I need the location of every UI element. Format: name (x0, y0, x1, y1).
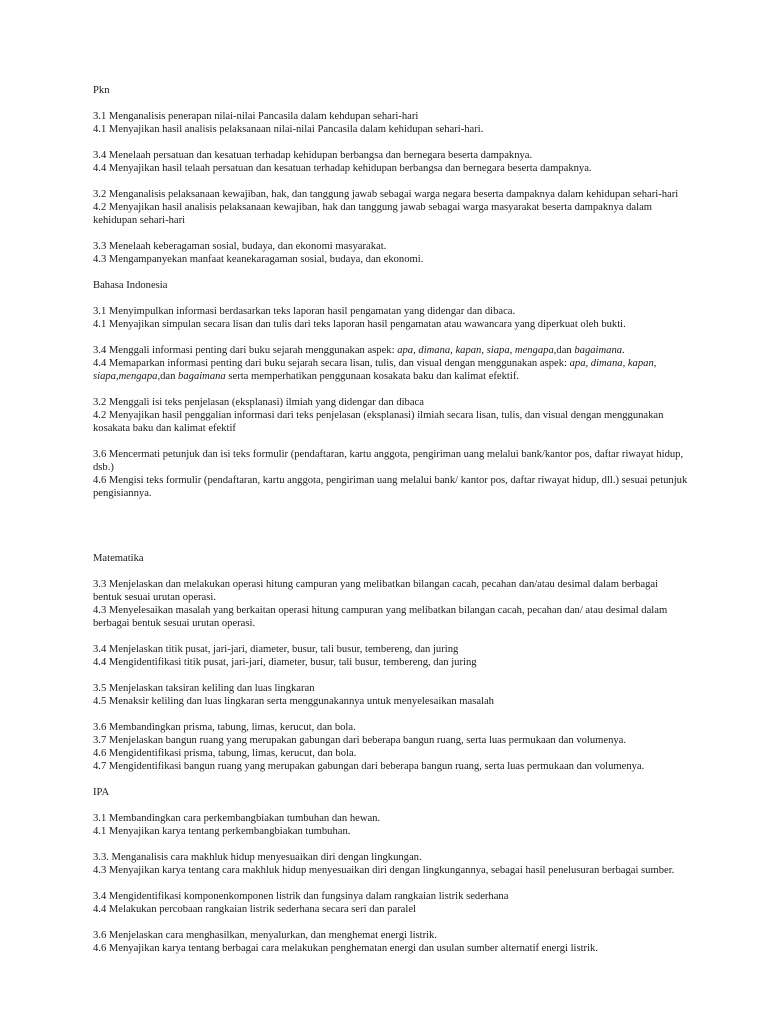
ipa-paragraph-2 (93, 851, 688, 877)
mtk-p2-line-1: 3.4 Menjelaskan titik pusat, jari-jari, diameter, busur, tali busur, tembereng, dan juring (93, 644, 459, 655)
bindo-p2-line-2 (93, 357, 688, 383)
pkn-paragraph-4 (93, 240, 688, 266)
mtk-p3-line-1: 3.5 Menjelaskan taksiran keliling dan luas lingkaran (93, 683, 315, 694)
bindo-p2-l2-italic-aspects: apa, dimana, kapan, siapa,mengapa, (93, 358, 657, 382)
ipa-p1-line-1: 3.1 Membandingkan cara perkembangbiakan tumbuhan dan hewan. (93, 813, 381, 824)
ipa-p2-line-1: 3.3. Menganalisis cara makhluk hidup menyesuaikan diri dengan lingkungan. (93, 852, 422, 863)
bindo-p2-l2-text-a: 4.4 Memaparkan informasi penting dari buku sejarah secara lisan, tulis, dan visual dengan menggunakan aspek: (93, 358, 570, 369)
mtk-p2-line-2: 4.4 Mengidentifikasi titik pusat, jari-jari, diameter, busur, tali busur, tembereng, dan juring (93, 657, 477, 668)
bindo-p1-line-1: 3.1 Menyimpulkan informasi berdasarkan teks laporan hasil pengamatan yang didengar dan dibaca. (93, 306, 516, 317)
bindo-p2-l2-text-c: dan (160, 371, 179, 382)
bindo-p2-l2-italic-bagaimana: bagaimana (178, 371, 226, 382)
bindo-paragraph-3 (93, 396, 688, 435)
mtk-p4-line-3: 4.6 Mengidentifikasi prisma, tabung, limas, kerucut, dan bola. (93, 748, 357, 759)
pkn-paragraph-2 (93, 149, 688, 175)
section-title-pkn: Pkn (93, 85, 110, 96)
pkn-p1-line-2: 4.1 Menyajikan hasil analisis pelaksanaan nilai-nilai Pancasila dalam kehidupan sehari-hari. (93, 124, 484, 135)
pkn-p3-line-1: 3.2 Menganalisis pelaksanaan kewajiban, hak, dan tanggung jawab sebagai warga negara beserta dampaknya dalam kehidupan sehari-hari (93, 189, 679, 200)
ipa-paragraph-1 (93, 812, 688, 838)
bindo-p2-l1-text-c: dan (556, 345, 575, 356)
ipa-p4-line-1: 3.6 Menjelaskan cara menghasilkan, menyalurkan, dan menghemat energi listrik. (93, 930, 437, 941)
mtk-p4-line-4: 4.7 Mengidentifikasi bangun ruang yang merupakan gabungan dari beberapa bangun ruang, serta luas permukaan dan volumenya. (93, 761, 645, 772)
bindo-p3-line-1: 3.2 Menggali isi teks penjelasan (eksplanasi) ilmiah yang didengar dan dibaca (93, 397, 424, 408)
pkn-p4-line-2: 4.3 Mengampanyekan manfaat keanekaragaman sosial, budaya, dan ekonomi. (93, 254, 424, 265)
bindo-p2-line-1 (93, 344, 688, 357)
ipa-paragraph-4 (93, 929, 688, 955)
section-title-bahasa-indonesia: Bahasa Indonesia (93, 280, 168, 291)
ipa-p1-line-2: 4.1 Menyajikan karya tentang perkembangbiakan tumbuhan. (93, 826, 351, 837)
mtk-paragraph-2 (93, 643, 688, 669)
bindo-p2-l1-italic-aspects: apa, dimana, kapan, siapa, mengapa, (397, 345, 557, 356)
mtk-paragraph-3 (93, 682, 688, 708)
pkn-p1-line-1: 3.1 Menganalisis penerapan nilai-nilai Pancasila dalam kehdupan sehari-hari (93, 111, 419, 122)
ipa-p3-line-1: 3.4 Mengidentifikasi komponenkomponen listrik dan fungsinya dalam rangkaian listrik sederhana (93, 891, 509, 902)
section-title-matematika: Matematika (93, 553, 144, 564)
ipa-p3-line-2: 4.4 Melakukan percobaan rangkaian listrik sederhana secara seri dan paralel (93, 904, 416, 915)
bindo-p2-l1-italic-bagaimana: bagaimana (574, 345, 623, 356)
pkn-p2-line-2: 4.4 Menyajikan hasil telaah persatuan dan kesatuan terhadap kehidupan berbangsa dan bernegara beserta dampaknya. (93, 163, 592, 174)
section-spacer (93, 513, 688, 552)
mtk-p3-line-2: 4.5 Menaksir keliling dan luas lingkaran serta menggunakannya untuk menyelesaikan masalah (93, 696, 494, 707)
pkn-p2-line-1: 3.4 Menelaah persatuan dan kesatuan terhadap kehidupan berbangsa dan bernegara beserta dampaknya. (93, 150, 533, 161)
pkn-paragraph-1 (93, 110, 688, 136)
bindo-paragraph-2 (93, 344, 688, 383)
bindo-p1-line-2: 4.1 Menyajikan simpulan secara lisan dan tulis dari teks laporan hasil pengamatan atau wawancara yang diperkuat oleh bukti. (93, 319, 626, 330)
mtk-paragraph-4 (93, 721, 688, 773)
mtk-p1-line-2: 4.3 Menyelesaikan masalah yang berkaitan operasi hitung campuran yang melibatkan bilangan cacah, pecahan dan/ atau desimal dalam berbagai bentuk sesuai urutan operasi. (93, 605, 668, 629)
mtk-p1-line-1: 3.3 Menjelaskan dan melakukan operasi hitung campuran yang melibatkan bilangan cacah, pecahan dan/atau desimal dalam berbagai bentuk sesuai urutan operasi. (93, 579, 659, 603)
bindo-paragraph-4 (93, 448, 688, 500)
bindo-paragraph-1 (93, 305, 688, 331)
section-title-ipa: IPA (93, 787, 110, 798)
ipa-p4-line-2: 4.6 Menyajikan karya tentang berbagai cara melakukan penghematan energi dan usulan sumber alternatif energi listrik. (93, 943, 598, 954)
ipa-paragraph-3 (93, 890, 688, 916)
bindo-p2-l1-text-e: . (622, 345, 625, 356)
bindo-p4-line-1: 3.6 Mencermati petunjuk dan isi teks formulir (pendaftaran, kartu anggota, pengiriman uang melalui bank/kantor pos, daftar riwayat hidup, dsb.) (93, 449, 684, 473)
pkn-paragraph-3 (93, 188, 688, 227)
mtk-paragraph-1 (93, 578, 688, 630)
bindo-p2-l1-text-a: 3.4 Menggali informasi penting dari buku sejarah menggunakan aspek: (93, 345, 398, 356)
mtk-p4-line-2: 3.7 Menjelaskan bangun ruang yang merupakan gabungan dari beberapa bangun ruang, serta luas permukaan dan volumenya. (93, 735, 627, 746)
mtk-p4-line-1: 3.6 Membandingkan prisma, tabung, limas, kerucut, dan bola. (93, 722, 356, 733)
bindo-p3-line-2: 4.2 Menyajikan hasil penggalian informasi dari teks penjelasan (eksplanasi) ilmiah secara lisan, tulis, dan visual dengan menggunakan kosakata baku dan kalimat efektif (93, 410, 664, 434)
pkn-p4-line-1: 3.3 Menelaah keberagaman sosial, budaya, dan ekonomi masyarakat. (93, 241, 387, 252)
bindo-p2-l2-text-e: serta memperhatikan penggunaan kosakata baku dan kalimat efektif. (225, 371, 519, 382)
bindo-p4-line-2: 4.6 Mengisi teks formulir (pendaftaran, kartu anggota, pengiriman uang melalui bank/ kantor pos, daftar riwayat hidup, dll.) sesuai petunjuk pengisiannya. (93, 475, 688, 499)
ipa-p2-line-2: 4.3 Menyajikan karya tentang cara makhluk hidup menyesuaikan diri dengan lingkungannya, sebagai hasil penelusuran berbagai sumber. (93, 865, 675, 876)
pkn-p3-line-2: 4.2 Menyajikan hasil analisis pelaksanaan kewajiban, hak dan tanggung jawab sebagai warga masyarakat beserta dampaknya dalam kehidupan sehari-hari (93, 202, 653, 226)
